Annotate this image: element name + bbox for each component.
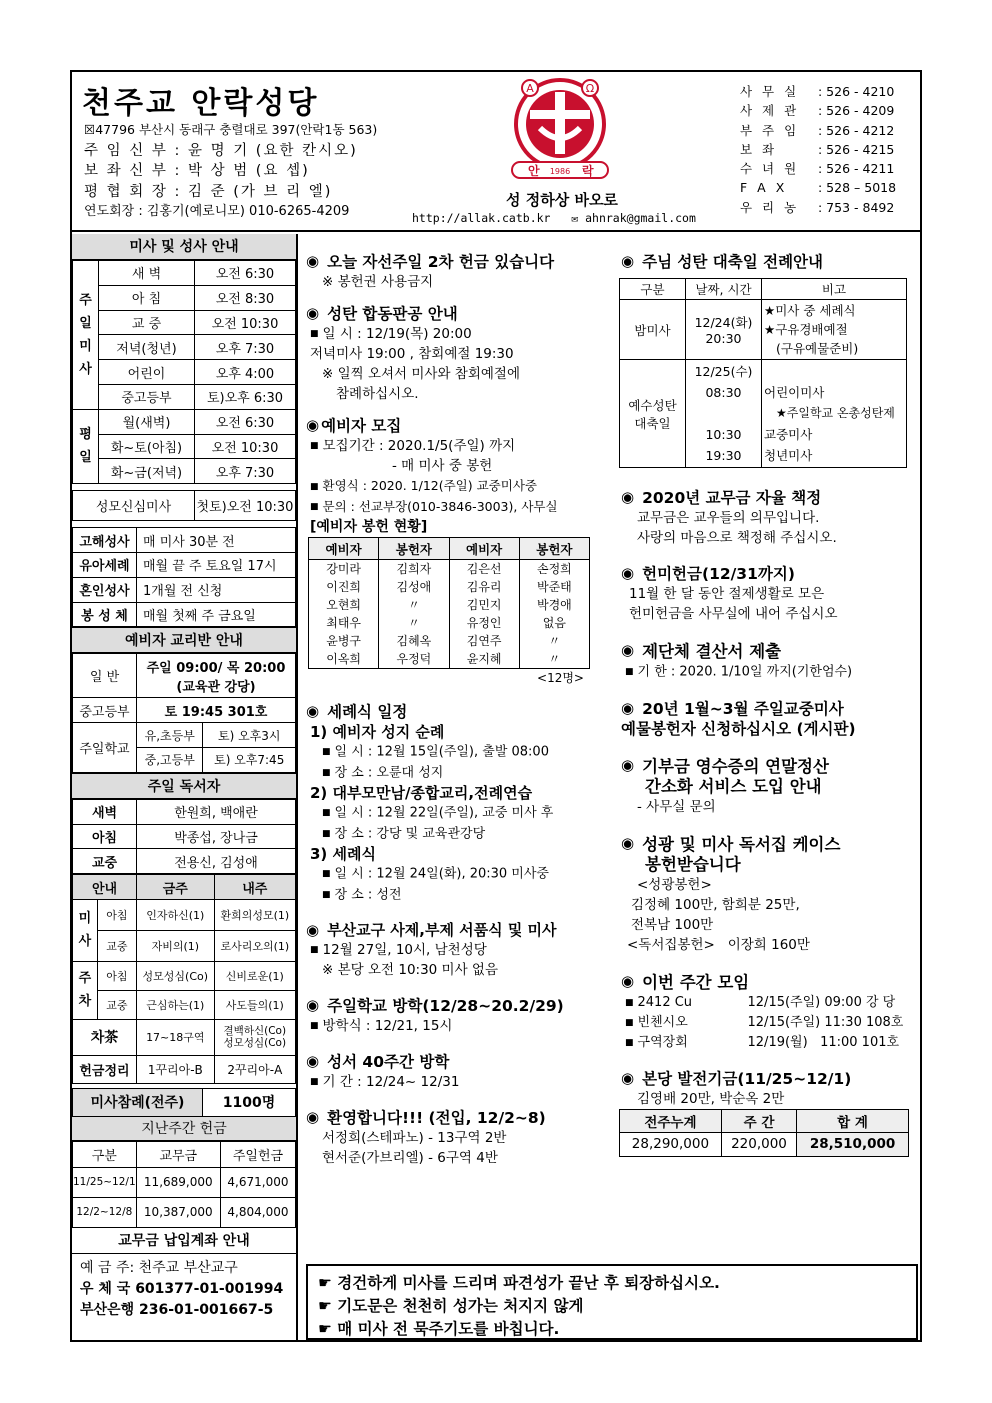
- duty-this-week: 자비의(1): [137, 930, 215, 961]
- duty-next-week: 신비로운(1): [214, 961, 295, 990]
- notice-heading: ◉ 환영합니다!!! (전입, 12/2~8): [306, 1108, 546, 1127]
- sunday-school-label: 주일학교: [73, 723, 137, 773]
- fund-head: 주 간: [721, 1109, 796, 1132]
- notice-text: 참례하십시오.: [336, 386, 419, 402]
- fund-table: [619, 1109, 909, 1157]
- school-group: 중,고등부: [137, 747, 203, 772]
- offering-next-week: 2꾸리아-A: [214, 1055, 295, 1083]
- candidate-cell: 김민지: [449, 596, 519, 614]
- logo-left-char: 안: [528, 164, 540, 178]
- candidate-cell: 손정희: [519, 560, 589, 579]
- bullet-icon: ◉: [306, 996, 320, 1014]
- notice-text: ■ 12월 27일, 10시, 남천성당: [310, 942, 487, 958]
- meeting-name: 2412 Cu: [637, 994, 693, 1010]
- duty-head: 내주: [214, 875, 295, 900]
- tea-this-week: 17~18구역: [137, 1019, 215, 1055]
- table-row: [309, 560, 590, 579]
- footer-notes: [306, 1264, 918, 1340]
- xmas-head: 구분: [620, 279, 686, 300]
- phone-label: 사 무 실: [740, 84, 800, 99]
- offering-period: 11/25~12/1: [73, 1167, 137, 1197]
- phone-row: [740, 82, 896, 101]
- mass-name: 월(새벽): [99, 409, 195, 434]
- candidate-cell: 강미라: [309, 560, 379, 579]
- offering-tithe: 11,689,000: [136, 1167, 220, 1197]
- duty-next-week: 환희의성모(1): [214, 899, 295, 930]
- school-time: 토) 오후3시: [203, 723, 296, 748]
- meeting-name: 구역장회: [637, 1034, 688, 1050]
- mass-name: 새 벽: [99, 261, 195, 286]
- candidate-head: 예비자: [449, 538, 519, 560]
- notice-heading: ◉ 예비자 모집: [306, 416, 402, 435]
- heart-mass-name: 성모신심미사: [73, 491, 195, 521]
- phone-row: [740, 101, 896, 120]
- reader-names: 전용신, 김성애: [137, 849, 296, 874]
- mass-time: 오후 7:30: [195, 335, 296, 360]
- notice-text: <성광봉헌>: [637, 876, 712, 893]
- candidate-cell: 김혜옥: [379, 632, 449, 650]
- notice-text: 김정혜 100만, 함희분 25만,: [631, 896, 800, 913]
- list-item: [617, 1013, 915, 1033]
- candidate-cell: 박경애: [519, 596, 589, 614]
- mass-time: 오전 10:30: [195, 434, 296, 459]
- duty-table: [72, 874, 296, 1084]
- tea-label: 차茶: [73, 1019, 137, 1055]
- mass-time: 오전 6:30: [195, 409, 296, 434]
- notice-text: ■ 일 시 : 12월 22일(주일), 교중 미사 후: [322, 805, 554, 821]
- reader-names: 박종섭, 장나금: [137, 824, 296, 849]
- notice-text: ■ 모집기간 : 2020.1/5(주일) 까지: [310, 438, 516, 454]
- phone-number: : 526 - 4215: [818, 141, 895, 157]
- xmas-note: 어린이미사 ★주일학교 온총성탄제 교중미사 청년미사: [762, 360, 907, 468]
- sacrament-name: 고해성사: [73, 528, 137, 553]
- duty-next-week: 로사리오의(1): [214, 930, 295, 961]
- candidate-cell: 우정덕: [379, 650, 449, 669]
- sunday-mass-label: 주 일 미 사: [73, 261, 99, 410]
- notice-heading: ◉ 주일학교 방학(12/28~20.2/29): [306, 996, 564, 1015]
- notice-heading: ◉ 오늘 자선주일 2차 헌금 있습니다: [306, 252, 555, 271]
- notice-text: ※ 봉헌권 사용금지: [322, 274, 434, 290]
- reader-title: 주일 독서자: [72, 773, 296, 799]
- phone-number: : 526 - 4212: [818, 122, 895, 138]
- logo-alpha: A: [526, 82, 534, 95]
- table-row: [309, 596, 590, 614]
- phone-label: 사 제 관: [740, 103, 800, 119]
- notice-text: 전복남 100만: [631, 916, 714, 933]
- header: [72, 72, 920, 232]
- candidate-cell: 박준태: [519, 578, 589, 596]
- xmas-note: ★미사 중 세례식 ★구유경배예절 (구유예물준비): [762, 300, 907, 360]
- meeting-time: 12/15(주일) 11:30 108호: [747, 1014, 904, 1030]
- notice-text: ■ 장 소 : 오륜대 성지: [322, 765, 444, 780]
- mass-name: 화~토(아침): [99, 434, 195, 459]
- notice-text: 교무금은 교우들의 의무입니다.: [637, 510, 820, 526]
- bullet-icon: ◉: [621, 564, 635, 582]
- mass-name: 교 중: [99, 310, 195, 335]
- account-list: [72, 1254, 296, 1325]
- fund-week: 220,000: [721, 1132, 796, 1156]
- website-link[interactable]: http://allak.catb.kr: [412, 211, 551, 225]
- sacrament-info: 매 미사 30분 전: [137, 528, 296, 553]
- bullet-icon: ◉: [306, 416, 320, 434]
- phone-row: [740, 159, 896, 178]
- logo-right-char: 락: [582, 164, 594, 178]
- table-row: [309, 578, 590, 596]
- duty-this-week: 근심하는(1): [137, 990, 215, 1019]
- sunday-mass-table: [72, 260, 296, 484]
- catechism-table: [72, 653, 296, 772]
- phone-row: [740, 140, 896, 159]
- bullet-square: ■: [625, 1037, 634, 1048]
- notice-text: 헌미헌금을 사무실에 내어 주십시오: [629, 606, 838, 622]
- candidate-cell: 〃: [379, 596, 449, 614]
- baptism-step: 3) 세례식: [310, 845, 376, 863]
- bullet-icon: ◉: [621, 488, 635, 506]
- council-president: 평 협 회 장 : 김 준 (가 브 리 엘): [84, 183, 333, 200]
- mass-time: 오전 10:30: [195, 310, 296, 335]
- notice-heading: ◉ 성광 및 미사 독서집 케이스: [621, 833, 841, 854]
- bullet-square: ■: [625, 1017, 634, 1028]
- sacrament-info: 1개월 전 신청: [137, 577, 296, 602]
- mass-name: 아 침: [99, 285, 195, 310]
- bullet-icon: ◉: [621, 698, 635, 717]
- candidate-cell: 김연주: [449, 632, 519, 650]
- reader-names: 한원희, 백애란: [137, 799, 296, 824]
- phone-label: F A X: [740, 180, 788, 196]
- bullet-icon: ◉: [621, 971, 635, 990]
- bullet-icon: ◉: [621, 1068, 635, 1087]
- sacrament-name: 유아세례: [73, 552, 137, 577]
- mass-time: 토)오후 6:30: [195, 384, 296, 409]
- notice-text: 예물봉헌자 신청하십시오 (게시판): [621, 719, 856, 738]
- notice-text: - 사무실 문의: [637, 798, 716, 815]
- duty-head: 금주: [137, 875, 215, 900]
- candidate-head: 예비자: [309, 538, 379, 560]
- candidate-cell: 유정인: [449, 614, 519, 632]
- notice-heading: ◉ 부산교구 사제,부제 서품식 및 미사: [306, 920, 557, 939]
- offering-tithe: 10,387,000: [136, 1197, 220, 1227]
- notice-text: ■ 일 시 : 12월 15일(주일), 출발 08:00: [322, 744, 549, 760]
- offering-label: 헌금정리: [73, 1055, 137, 1083]
- notice-heading-line2: 봉헌받습니다: [645, 854, 741, 874]
- duty-mass: 아침: [97, 899, 136, 930]
- offering-period: 12/2~12/8: [73, 1197, 137, 1227]
- last-week-offering-title: 지난주간 헌금: [72, 1117, 296, 1141]
- offering-head: 주일헌금: [220, 1141, 295, 1167]
- xmas-head: 비고: [762, 279, 907, 300]
- notice-heading: ◉ 2020년 교무금 자율 책정: [621, 488, 822, 507]
- notice-heading: ◉ 성탄 합동판공 안내: [306, 304, 458, 323]
- candidate-cell: 없음: [519, 614, 589, 632]
- candidate-cell: 이옥희: [309, 650, 379, 669]
- notice-text: 김영배 20만, 박순옥 2만: [637, 1090, 785, 1107]
- notice-heading: ◉ 이번 주간 모임: [621, 971, 750, 992]
- mass-name: 어린이: [99, 360, 195, 385]
- offering-sunday: 4,804,000: [220, 1197, 295, 1227]
- christmas-schedule-table: [619, 278, 907, 468]
- duty-next-week: 사도들의(1): [214, 990, 295, 1019]
- candidate-cell: 〃: [519, 632, 589, 650]
- mass-schedule-title: 미사 및 성사 안내: [72, 234, 296, 260]
- table-row: [309, 614, 590, 632]
- sacrament-name: 혼인성사: [73, 577, 137, 602]
- candidate-cell: 김성애: [379, 578, 449, 596]
- phone-label: 수 녀 원: [740, 161, 800, 177]
- candidate-cell: 김희자: [379, 560, 449, 579]
- sacrament-table: [72, 527, 296, 627]
- candidate-head: 봉헌자: [519, 538, 589, 560]
- duty-this-week: 성모성심(Co): [137, 961, 215, 990]
- catechism-title: 예비자 교리반 안내: [72, 627, 296, 653]
- candidate-cell: 최태우: [309, 614, 379, 632]
- candidate-count: <12명>: [537, 671, 584, 685]
- phone-row: [740, 198, 896, 217]
- xmas-time: 12/25(수) 08:30 10:30 19:30: [686, 360, 762, 468]
- email-link[interactable]: ✉ ahnrak@gmail.com: [571, 211, 696, 225]
- phone-number: : 528 – 5018: [818, 180, 897, 196]
- footer-line: ☛ 경건하게 미사를 드리며 파견성가 끝난 후 퇴장하십시오.: [318, 1274, 720, 1292]
- attendance-label: 미사참례(전주): [73, 1088, 203, 1116]
- reader-mass: 아침: [73, 824, 137, 849]
- offering-head: 교무금: [136, 1141, 220, 1167]
- xmas-head: 날짜, 시간: [686, 279, 762, 300]
- candidate-cell: 오현희: [309, 596, 379, 614]
- baptism-step: 2) 대부모만남/종합교리,전례연습: [310, 784, 533, 802]
- duty-mass: 교중: [97, 930, 136, 961]
- phone-row: [740, 178, 896, 197]
- phone-label: 우 리 농: [740, 199, 800, 215]
- phone-number: : 526 - 4210: [818, 84, 895, 99]
- bullet-icon: ◉: [621, 755, 635, 774]
- xmas-service: 예수성탄 대축일: [620, 360, 686, 468]
- fund-head: 합 계: [797, 1109, 909, 1132]
- notice-text: ■ 기 한 : 2020. 1/10일 까지(기한엄수): [625, 664, 853, 680]
- notice-text: ※ 일찍 오셔서 미사와 참회예절에: [322, 366, 521, 382]
- bullet-icon: ◉: [306, 1108, 320, 1126]
- bullet-icon: ◉: [621, 641, 635, 659]
- catechism-general-label: 일 반: [73, 654, 137, 698]
- notice-text: ■ 방학식 : 12/21, 15시: [310, 1018, 453, 1034]
- mass-time: 오후 7:30: [195, 459, 296, 484]
- notice-text: 사랑의 마음으로 책정해 주십시오.: [637, 530, 837, 546]
- notice-heading: ◉ 기부금 영수증의 연말정산: [621, 755, 829, 776]
- mass-name: 중고등부: [99, 384, 195, 409]
- reader-mass: 교중: [73, 849, 137, 874]
- baptism-step: 1) 예비자 성지 순례: [310, 723, 445, 741]
- bulletin-frame: [70, 70, 922, 1342]
- candidate-cell: 이진희: [309, 578, 379, 596]
- notice-text: ■ 일 시 : 12/19(목) 20:00: [310, 326, 472, 342]
- attendance-value: 1100명: [203, 1088, 296, 1116]
- notice-text: ■ 환영식 : 2020. 1/12(주일) 교중미사중: [310, 478, 537, 493]
- candidate-subtitle: [예비자 봉헌 현황]: [310, 519, 428, 535]
- notice-heading: ◉ 헌미헌금(12/31까지): [621, 564, 795, 583]
- pastor: 주 임 신 부 : 윤 명 기 (요한 칸시오): [84, 142, 358, 159]
- xmas-time: 12/24(화) 20:30: [686, 300, 762, 360]
- meeting-time: 12/15(주일) 09:00 강 당: [747, 994, 896, 1010]
- phone-list: [740, 82, 896, 217]
- mass-service-label: 미 사: [73, 899, 98, 961]
- meeting-name: 빈첸시오: [637, 1014, 688, 1030]
- list-item: [617, 1033, 915, 1053]
- xmas-service: 밤미사: [620, 300, 686, 360]
- middle-column: [302, 244, 604, 1168]
- offering-sunday: 4,671,000: [220, 1167, 295, 1197]
- candidate-cell: 〃: [379, 614, 449, 632]
- notice-text: 서정희(스테파노) - 13구역 2반: [322, 1130, 507, 1146]
- notice-text: 현서준(가브리엘) - 6구역 4반: [322, 1150, 498, 1166]
- candidate-head: 봉헌자: [379, 538, 449, 560]
- catechism-general-time: 주일 09:00/ 목 20:00 (교육관 강당): [137, 654, 296, 698]
- heart-mass-time: 첫토)오전 10:30: [195, 491, 296, 521]
- fund-head: 전주누계: [620, 1109, 722, 1132]
- notice-text: ■ 문의 : 선교부장(010-3846-3003), 사무실: [310, 498, 558, 514]
- attendance-table: [72, 1088, 296, 1117]
- parish-info: [84, 120, 484, 223]
- notice-text: ■ 일 시 : 12월 24일(화), 20:30 미사중: [322, 866, 549, 882]
- notice-heading: ◉ 주님 성탄 대축일 전례안내: [621, 252, 823, 271]
- account-title: 교무금 납입계좌 안내: [72, 1228, 296, 1254]
- tea-next-week: 결백하신(Co) 성모성심(Co): [214, 1019, 295, 1055]
- bullet-icon: ◉: [621, 833, 635, 852]
- mass-time: 오후 4:00: [195, 360, 296, 385]
- last-week-offering-table: [72, 1141, 296, 1228]
- account-line: 우 체 국 601377-01-001994: [80, 1280, 284, 1297]
- candidate-cell: 김유리: [449, 578, 519, 596]
- notice-text: 저녁미사 19:00 , 참회예절 19:30: [310, 346, 514, 362]
- notice-heading: ◉ 20년 1월~3월 주일교중미사: [621, 698, 844, 718]
- phone-label: 부 주 임: [740, 122, 800, 138]
- meeting-list: [617, 993, 915, 1053]
- bullet-icon: ◉: [306, 920, 320, 939]
- notice-text: - 매 미사 중 봉헌: [392, 458, 493, 474]
- parking-label: 주 차: [73, 961, 98, 1019]
- notice-text: ■ 장 소 : 강당 및 교육관강당: [322, 826, 486, 841]
- phone-number: : 526 - 4209: [818, 103, 895, 119]
- footer-line: ☛ 매 미사 전 묵주기도를 바칩니다.: [318, 1320, 560, 1338]
- right-column: [617, 244, 915, 1157]
- notice-text: 11월 한 달 동안 절제생활로 모은: [629, 586, 825, 602]
- candidate-cell: 〃: [519, 650, 589, 669]
- notice-text: <독서집봉헌> 이장희 160만: [627, 936, 810, 953]
- catechism-youth-time: 토 19:45 301호: [137, 698, 296, 723]
- sacrament-info: 매월 첫째 주 금요일: [137, 602, 296, 627]
- sacrament-name: 봉 성 체: [73, 602, 137, 627]
- notice-heading-line2: 간소화 서비스 도입 안내: [645, 776, 822, 796]
- notice-text: ※ 본당 오전 10:30 미사 없음: [322, 962, 499, 978]
- logo-year: 1986: [549, 167, 571, 176]
- bullet-icon: ◉: [306, 1052, 320, 1070]
- candidate-cell: 윤지혜: [449, 650, 519, 669]
- duty-this-week: 인자하신(1): [137, 899, 215, 930]
- duty-mass: 아침: [97, 961, 136, 990]
- mass-time: 오전 8:30: [195, 285, 296, 310]
- account-line: 예 금 주: 천주교 부산교구: [80, 1259, 238, 1276]
- patron-saint: 성 정하상 바오로: [506, 191, 618, 209]
- sacrament-info: 매월 끝 주 토요일 17시: [137, 552, 296, 577]
- bullet-icon: ◉: [306, 252, 320, 270]
- duty-head: 안내: [73, 875, 137, 900]
- contact-links: [412, 211, 702, 225]
- bullet-square: ■: [625, 997, 634, 1008]
- phone-label: 보 좌: [740, 141, 778, 157]
- offering-this-week: 1꾸리아-B: [137, 1055, 215, 1083]
- notice-heading: ◉ 세례식 일정: [306, 702, 408, 721]
- phone-number: : 526 - 4211: [818, 161, 895, 177]
- meeting-time: 12/19(월) 11:00 101호: [747, 1034, 900, 1050]
- notice-heading: ◉ 본당 발전기금(11/25~12/1): [621, 1068, 852, 1088]
- bullet-icon: ◉: [306, 304, 320, 322]
- phone-number: : 753 - 8492: [818, 199, 895, 215]
- address: ☒47796 부산시 동래구 충렬대로 397(안락1동 563): [84, 122, 378, 137]
- table-row: [309, 632, 590, 650]
- assistant-priest: 보 좌 신 부 : 박 상 범 (요 셉): [84, 163, 310, 179]
- bullet-icon: ◉: [621, 252, 635, 270]
- phone-row: [740, 121, 896, 140]
- reader-table: [72, 799, 296, 874]
- candidate-table: [308, 537, 590, 669]
- page-title: 천주교 안락성당: [82, 86, 320, 121]
- weekday-mass-label: 평 일: [73, 409, 99, 483]
- logo-omega: Ω: [585, 82, 595, 95]
- notice-heading: ◉ 성서 40주간 방학: [306, 1052, 450, 1071]
- school-time: 토) 오후7:45: [203, 747, 296, 772]
- mass-time: 오전 6:30: [195, 261, 296, 286]
- mass-name: 화~금(저녁): [99, 459, 195, 484]
- offering-head: 구분: [73, 1141, 137, 1167]
- reader-mass: 새벽: [73, 799, 137, 824]
- heart-mass-table: [72, 490, 296, 521]
- school-group: 유,초등부: [137, 723, 203, 748]
- fund-total: 28,510,000: [797, 1132, 909, 1156]
- fund-prev-total: 28,290,000: [620, 1132, 722, 1156]
- candidate-cell: 김은선: [449, 560, 519, 579]
- sodality-head: 연도회장 : 김홍기(예로니모) 010-6265-4209: [84, 204, 350, 219]
- list-item: [617, 993, 915, 1013]
- bullet-icon: ◉: [306, 702, 320, 720]
- catechism-youth-label: 중고등부: [73, 698, 137, 723]
- table-row: [309, 650, 590, 669]
- notice-text: ■ 장 소 : 성전: [322, 887, 402, 902]
- notice-text: ■ 기 간 : 12/24~ 12/31: [310, 1074, 460, 1090]
- account-line: 부산은행 236-01-001667-5: [80, 1301, 274, 1318]
- footer-line: ☛ 기도문은 천천히 성가는 처지지 않게: [318, 1297, 584, 1315]
- notice-heading: ◉ 제단체 결산서 제출: [621, 641, 782, 661]
- mass-name: 저녁(청년): [99, 335, 195, 360]
- parish-logo-icon: [500, 76, 620, 184]
- candidate-cell: 윤병구: [309, 632, 379, 650]
- left-column: [72, 234, 298, 1342]
- duty-mass: 교중: [97, 990, 136, 1019]
